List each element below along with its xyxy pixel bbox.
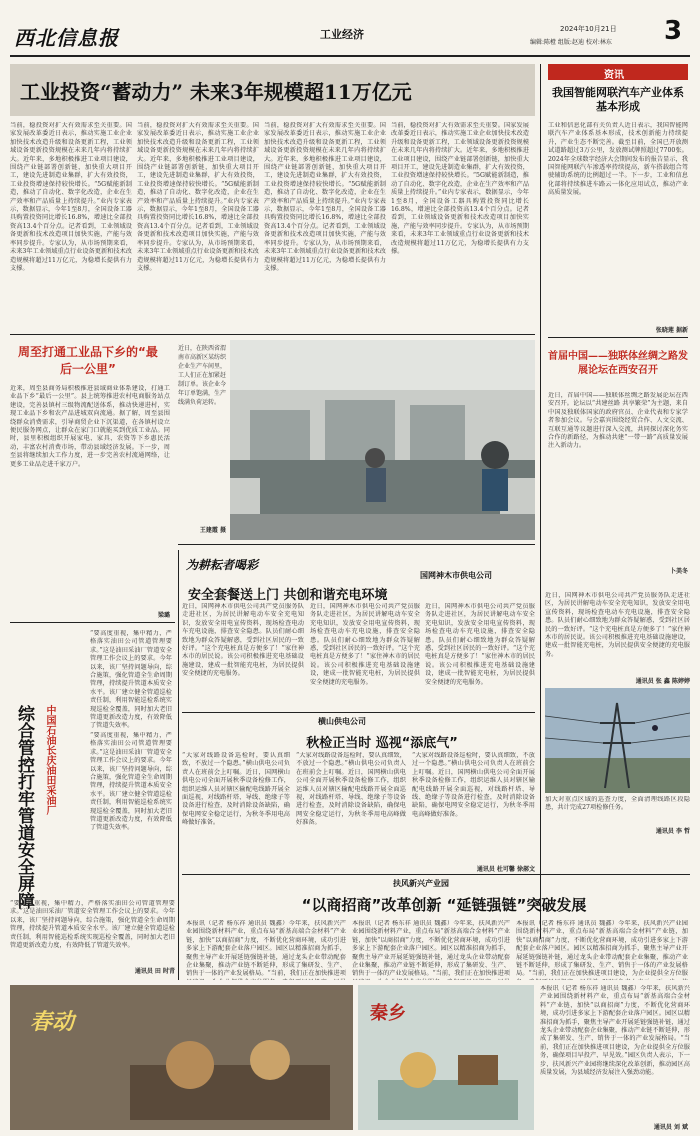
- main-article-col2: 当前，稳投资对扩大有效需求至关重要。国家发展改革委近日表示，推动实施工业企业加快技术改造升级和设备更新工程，工业领域设备更新投资规模在未来几年内将持续扩大。近年来，多地积极推进工业项目建设，围绕产业链部署创新链，加快重大项目开工，建设先进制造业集群，扩大有效投资，工业投资增速保持较快增长。“5G赋能新制造，推动了自动化、数字化改造，企业在生产效率和产品质量上持续提升。”业内专家表示，数据显示，今年1至8月，全国设备工器具购置投资同比增长16.8%，增速比全部投资高13.4个百分点。记者看到，工业领域设备更新和技术改造项目加快实施，产能与效率同步提升。专家认为，从市场预期来看，未来3年工业领域重点行业设备更新和技术改造规模将超过11万亿元，为稳增长提供有力支撑。: [137, 122, 259, 272]
- ad-banner-2: [358, 985, 534, 1130]
- page-editors: 编辑:陈橙 组版:赵迪 校对:林东: [530, 39, 612, 46]
- left-byline-1: 梁璐: [157, 612, 170, 619]
- middle-headline: 安全套餐送上门 共创和谐充电环境: [188, 588, 388, 603]
- factory-image-icon: [230, 340, 535, 540]
- ad-2-image-icon: [378, 1035, 518, 1120]
- bottom-article-col3-cont: 本报讯（记者 杨东祥 通讯员 魏鑫）今年来，扶风新兴产业园围绕新材料产业，重点布局“新基高端合金材料”产业链，加快“以商招商”力度，不断优化营商环境，成功引进多家上下游配套企业落户园区。园区以精准招商为抓手，聚焦主导产业开展延链强链补链，通过龙头企业带动配套企业集聚，推动产业链不断延伸，形成了集研发、生产、销售于一体的产业发展格局。“当前，我们正在加快推进项目建设，为企业提供全方位服务，确保项目早投产、早见效。”园区负责人表示，下一步，扶风新兴产业园将继续深化改革创新，推动园区高质量发展，为县域经济发展注入强劲动能。: [540, 985, 690, 1077]
- bottom-article-col3: 本报讯（记者 杨东祥 通讯员 魏鑫）今年来，扶风新兴产业园围绕新材料产业，重点布局“新基高端合金材料”产业链，加快“以商招商”力度，不断优化营商环境，成功引进多家上下游配套企业落户园区。园区以精准招商为抓手，聚焦主导产业开展延链强链补链，通过龙头企业带动配套企业集聚，推动产业链不断延伸，形成了集研发、生产、销售于一体的产业发展格局。“当前，我们正在加快推进项目建设，为企业提供全方位服: [516, 920, 688, 978]
- left-byline-2: 通讯员 田 时青: [134, 968, 175, 975]
- middle2-article-col2: “大家对线路设备巡检时，要认真细致，不放过一个隐患。”横山供电公司负责人在班前会上叮嘱。近日，国网横山供电公司全面开展秋季设备检修工作，组织运维人员对辖区输配电线路开展全面巡视，对线路杆塔、导线、绝缘子等设备进行检查，及时消除设备缺陷，确保电网安全稳定运行，为秋冬季用电高峰做好准备。: [296, 752, 406, 827]
- bottom-company: 扶风新兴产业园: [393, 879, 449, 888]
- left-article-2-bottom: “要高度重视，集中精力，严格落实油田公司管道管理要求。”这是油田采油厂管道安全管理工作会议上的要求。今年以来，该厂坚持问题导向，综合施策，强化管道全生命周期管理，持续提升管道本质安全水平。该厂建立健全管道巡检责任制，利用智能巡检系统实现巡检全覆盖，同时加大老旧管道更新改造力度，有效降低了管道失效率。: [10, 900, 175, 950]
- left-headline-1: 周至打通工业品下乡的“最后一公里”: [18, 345, 158, 376]
- power-tower-photo: [545, 688, 690, 793]
- photo-2-credit: 通讯员 李 哲: [655, 828, 690, 835]
- section-name: 工业经济: [320, 28, 364, 41]
- bottom-headline: “以商招商”改革创新 “延链强链”突破发展: [301, 896, 587, 914]
- ad-1-title: 春动: [30, 1010, 75, 1035]
- middle-article-col1: 近日，国网神木市供电公司共产党员服务队走进社区，为居民讲解电动车安全充电知识，发放安全用电宣传资料，现场检查电动车充电设施，排查安全隐患。队员们耐心细致地为群众答疑解惑，受到社区居民的一致好评。“这个充电桩真是方便多了！”家住神木市的居民说。该公司积极推进充电基础设施建设，建成一批智能充电桩，为居民提供安全便捷的充电服务。: [182, 603, 304, 678]
- middle2-article-col3: “大家对线路设备巡检时，要认真细致，不放过一个隐患。”横山供电公司负责人在班前会上叮嘱。近日，国网横山供电公司全面开展秋季设备检修工作，组织运维人员对辖区输配电线路开展全面巡视，对线路杆塔、导线、绝缘子等设备进行检查，及时消除设备缺陷，确保电网安全稳定运行，为秋冬季用电高峰做好准备。: [412, 752, 535, 818]
- middle-article-col4: 近日，国网神木市供电公司共产党员服务队走进社区，为居民讲解电动车安全充电知识，发放安全用电宣传资料，现场检查电动车充电设施，排查安全隐患。队员们耐心细致地为群众答疑解惑，受到社区居民的一致好评。“这个充电桩真是方便多了！”家住神木市的居民说。该公司积极推进充电基础设施建设，建成一批智能充电桩，为居民提供安全便捷的充电服务。: [545, 592, 690, 658]
- page-number: 3: [664, 16, 683, 46]
- left-article-2: “要高度重视，集中精力，严格落实油田公司管道管理要求。”这是油田采油厂管道安全管理工作会议上的要求。今年以来，该厂坚持问题导向，综合施策，强化管道全生命周期管理，持续提升管道本质安全水平。该厂建立健全管道巡检责任制，利用智能巡检系统实现巡检全覆盖，同时加大老旧管道更新改造力度，有效降低了管道失效率。: [90, 732, 172, 832]
- middle-article-col3: 近日，国网神木市供电公司共产党员服务队走进社区，为居民讲解电动车安全充电知识，发放安全用电宣传资料，现场检查电动车充电设施，排查安全隐患。队员们耐心细致地为群众答疑解惑，受到社区居民的一致好评。“这个充电桩真是方便多了！”家住神木市的居民说。该公司积极推进充电基础设施建设，建成一批智能充电桩，为居民提供安全便捷的充电服务。: [425, 603, 535, 686]
- masthead-logo: 西北信息报: [14, 26, 119, 50]
- news-label: 资讯: [604, 70, 624, 81]
- left-article-1: 近来，周至县商务局积极推进县域商业体系建设，打通工业品下乡“最后一公里”。县上统筹推进农村电商服务站点建设，完善县镇村三级物流配送体系，推动快递进村，实现工业品下乡和农产品进城双向流通。据了解，周至县围绕群众消费需求，引导商贸企业下沉渠道，在各镇村设立便民服务网点，让群众在家门口就能买到优质工业品。同时，县里积极组织开展家电、家具、农资等下乡惠民活动，丰富农村消费市场，带动县域经济发展。下一步，周至县将继续加大工作力度，进一步完善农村流通网络，让更多工业品走进千家万户。: [10, 385, 170, 468]
- bottom-article-col1: 本报讯（记者 杨东祥 通讯员 魏鑫）今年来，扶风新兴产业园围绕新材料产业，重点布局“新基高端合金材料”产业链，加快“以商招商”力度，不断优化营商环境，成功引进多家上下游配套企业落户园区。园区以精准招商为抓手，聚焦主导产业开展延链强链补链，通过龙头企业带动配套企业集聚，推动产业链不断延伸，形成了集研发、生产、销售于一体的产业发展格局。“当前，我们正在加快推进项: [186, 920, 346, 978]
- middle-article-col2: 近日，国网神木市供电公司共产党员服务队走进社区，为居民讲解电动车安全充电知识，发放安全用电宣传资料，现场检查电动车充电设施，排查安全隐患。队员们耐心细致地为群众答疑解惑，受到社区居民的一致好评。“这个充电桩真是方便多了！”家住神木市的居民说。该公司积极推进充电基础设施建设，建成一批智能充电桩，为居民提供安全便捷的充电服务。: [310, 603, 420, 686]
- right-article-2: 近日，首届中国——独联体丝绸之路发展论坛在西安召开。论坛以“共建丝路 共享繁荣”为主题，来自中国及独联体国家的政府官员、企业代表和专家学者参加会议。与会嘉宾围绕经贸合作、人文交流、互联互通等议题进行深入交流，共同探讨深化务实合作的新路径，为推动共建“一带一路”高质量发展注入新动力。: [548, 392, 688, 450]
- main-article-col4: 当前，稳投资对扩大有效需求至关重要。国家发展改革委近日表示，推动实施工业企业加快技术改造升级和设备更新工程，工业领域设备更新投资规模在未来几年内将持续扩大。近年来，多地积极推进工业项目建设，围绕产业链部署创新链，加快重大项目开工，建设先进制造业集群，扩大有效投资，工业投资增速保持较快增长。“5G赋能新制造，推动了自动化、数字化改造，企业在生产效率和产品质量上持续提升。”业内专家表示，数据显示，今年1至8月，全国设备工器具购置投资同比增长16.8%，增速比全部投资高13.4个百分点。记者看到，工业领域设备更新和技术改造项目加快实施，产能与效率同步提升。专家认为，从市场预期来看，未来3年工业领域重点行业设备更新和技术改造规模将超过11万亿元，为稳增长提供有力支撑。: [391, 122, 529, 256]
- right-headline-1: 我国智能网联汽车产业体系基本形成: [552, 86, 684, 113]
- photo-1-caption: 近日，在陕西省渭南市高新区某纺织企业生产车间里，工人们正在加紧赶制订单。该企业今年订单饱满，生产线满负荷运转。: [178, 345, 226, 406]
- middle-byline: 通讯员 张 鑫 陈婷婷: [635, 678, 690, 685]
- middle2-byline: 通讯员 杜可馨 徐郝文: [476, 866, 535, 873]
- middle-section-tag: 为耕耘者喝彩: [186, 558, 259, 572]
- right-headline-2: 首届中国——独联体丝绸之路发展论坛在西安召开: [548, 351, 688, 376]
- middle2-article-col1: “大家对线路设备巡检时，要认真细致，不放过一个隐患。”横山供电公司负责人在班前会上叮嘱。近日，国网横山供电公司全面开展秋季设备检修工作，组织运维人员对辖区输配电线路开展全面巡视，对线路杆塔、导线、绝缘子等设备进行检查，及时消除设备缺陷，确保电网安全稳定运行，为秋冬季用电高峰做好准备。: [182, 752, 290, 827]
- right-byline-1: 张晓莲 据新: [655, 327, 688, 334]
- main-headline: 工业投资“蓄动力” 未来3年规模超11万亿元: [20, 80, 412, 104]
- main-article-col3: 当前，稳投资对扩大有效需求至关重要。国家发展改革委近日表示，推动实施工业企业加快技术改造升级和设备更新工程，工业领域设备更新投资规模在未来几年内将持续扩大。近年来，多地积极推进工业项目建设，围绕产业链部署创新链，加快重大项目开工，建设先进制造业集群，扩大有效投资，工业投资增速保持较快增长。“5G赋能新制造，推动了自动化、数字化改造，企业在生产效率和产品质量上持续提升。”业内专家表示，数据显示，今年1至8月，全国设备工器具购置投资同比增长16.8%，增速比全部投资高13.4个百分点。记者看到，工业领域设备更新和技术改造项目加快实施，产能与效率同步提升。专家认为，从市场预期来看，未来3年工业领域重点行业设备更新和技术改造规模将超过11万亿元，为稳增长提供有力支撑。: [264, 122, 386, 272]
- right-article-1: 工业和信息化部有关负责人近日表示，我国智能网联汽车产业体系基本形成，技术创新能力持续提升，产业生态不断完善。截至目前，全国已开放测试道路超过3万公里，发放测试牌照超过7700张。2024年全球数字经济大会期间发布的报告显示，我国智能网联汽车渗透率持续提高，新车搭载组合驾驶辅助系统的比例超过一半。下一步，工业和信息化部将持续推进车路云一体化应用试点，推动产业高质量发展。: [548, 122, 688, 197]
- ad-1-image-icon: [130, 1025, 330, 1120]
- power-tower-image-icon: [545, 688, 690, 793]
- middle2-headline: 秋检正当时 巡视“添底气”: [306, 736, 458, 751]
- left-article-2-intro: “要高度重视，集中精力，严格落实油田公司管道管理要求。”这是油田采油厂管道安全管理工作会议上的要求。今年以来，该厂坚持问题导向，综合施策，强化管道全生命周期管理，持续提升管道本质安全水平。该厂建立健全管道巡检责任制，利用智能巡检系统实现巡检全覆盖，同时加大老旧管道更新改造力度，有效降低了管道失效率。: [90, 630, 172, 730]
- issue-date: 2024年10月21日: [560, 25, 617, 33]
- left-headline-2: 综合管控打牢管道安全屏障: [14, 705, 34, 909]
- photo-2-caption: 加大对重点区域的巡查力度，全面清理线路区段隐患，共计完成27项检修任务。: [545, 796, 690, 812]
- bottom-byline: 通讯员 刘 斌: [653, 1124, 688, 1131]
- left-subtitle-2: 中国石油长庆油田采油厂: [44, 705, 55, 815]
- factory-photo: [230, 340, 535, 540]
- right-byline-2: 卜美冬: [669, 568, 688, 575]
- bottom-article-col2: 本报讯（记者 杨东祥 通讯员 魏鑫）今年来，扶风新兴产业园围绕新材料产业，重点布局“新基高端合金材料”产业链，加快“以商招商”力度，不断优化营商环境，成功引进多家上下游配套企业落户园区。园区以精准招商为抓手，聚焦主导产业开展延链强链补链，通过龙头企业带动配套企业集聚，推动产业链不断延伸，形成了集研发、生产、销售于一体的产业发展格局。“当前，我们正在加快推进项: [352, 920, 510, 978]
- main-article-col1: 当前，稳投资对扩大有效需求至关重要。国家发展改革委近日表示，推动实施工业企业加快技术改造升级和设备更新工程，工业领域设备更新投资规模在未来几年内将持续扩大。近年来，多地积极推进工业项目建设，围绕产业链部署创新链，加快重大项目开工，建设先进制造业集群，扩大有效投资，工业投资增速保持较快增长。“5G赋能新制造，推动了自动化、数字化改造，企业在生产效率和产品质量上持续提升。”业内专家表示，数据显示，今年1至8月，全国设备工器具购置投资同比增长16.8%，增速比全部投资高13.4个百分点。记者看到，工业领域设备更新和技术改造项目加快实施，产能与效率同步提升。专家认为，从市场预期来看，未来3年工业领域重点行业设备更新和技术改造规模将超过11万亿元，为稳增长提供有力支撑。: [10, 122, 132, 272]
- middle-company: 国网神木市供电公司: [420, 571, 492, 580]
- middle2-company: 横山供电公司: [318, 717, 366, 726]
- ad-2-title: 秦乡: [370, 1003, 406, 1024]
- photo-1-credit: 王建霞 摄: [199, 527, 226, 534]
- ad-banner-1: [10, 985, 353, 1130]
